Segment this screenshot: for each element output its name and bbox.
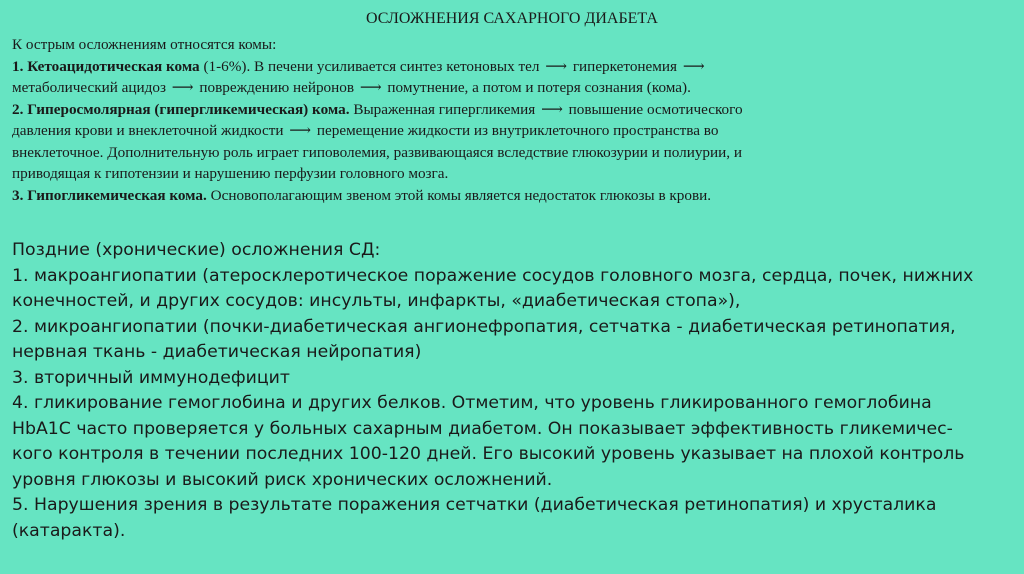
item2-line1 [12, 99, 1012, 121]
chronic-line: нервная ткань - диабетическая нейропатия) [12, 342, 422, 362]
item3-text: Основополагающим звеном этой комы является недостаток глюкозы в крови. [206, 186, 712, 204]
chronic-line: (катаракта). [12, 520, 126, 541]
arrow-icon: ⟶ [171, 79, 194, 96]
item2-line2 [12, 120, 1012, 142]
item1-line1 [12, 56, 1012, 78]
item3-heading: 3. Гипогликемическая кома. [12, 186, 207, 204]
item2-text-c: давления крови и внеклеточной жидкости [12, 122, 284, 139]
item2-heading: 2. Гиперосмолярная (гипергликемическая) кома. [12, 100, 350, 118]
arrow-icon: ⟶ [289, 122, 312, 139]
arrow-icon: ⟶ [359, 79, 382, 96]
chronic-line: кого контроля в течении последних 100-120 дней. Его высокий уровень указывает на плохой контроль [12, 444, 965, 464]
chronic-line: 3. вторичный иммунодефицит [12, 367, 290, 388]
item1-text-a: (1-6%). В печени усиливается синтез кетоновых тел [199, 57, 540, 75]
item1-line2 [12, 77, 1012, 99]
item3-line [12, 185, 1012, 207]
acute-intro: К острым осложнениям относятся комы: [12, 36, 277, 53]
acute-complications [12, 34, 1012, 206]
chronic-line: 1. макроангиопатии (атеросклеротическое поражение сосудов головного мозга, сердца, почек, нижних [12, 265, 974, 286]
chronic-complications [12, 238, 1016, 544]
chronic-line: 4. гликирование гемоглобина и других белков. Отметим, что уровень гликированного гемоглобина [12, 393, 932, 413]
item2-text-a: Выраженная гипергликемия [349, 100, 536, 118]
item2-text-b: повышение осмотического [568, 100, 743, 118]
item1-text-c: метаболический ацидоз [12, 79, 166, 96]
arrow-icon: ⟶ [545, 57, 568, 75]
arrow-icon: ⟶ [682, 57, 705, 75]
item2-line4: приводящая к гипотензии и нарушению перфузии головного мозга. [12, 165, 449, 182]
arrow-icon: ⟶ [541, 100, 563, 118]
item1-text-d: повреждению нейронов [199, 79, 355, 96]
item1-heading: 1. Кетоацидотическая кома [12, 57, 200, 75]
item1-text-e: помутнение, а потом и потеря сознания (кома). [387, 79, 691, 96]
slide-title: ОСЛОЖНЕНИЯ САХАРНОГО ДИАБЕТА [366, 10, 658, 27]
chronic-line: конечностей, и других сосудов: инсульты, инфаркты, «диабетическая стопа»), [12, 291, 741, 311]
chronic-line: уровня глюкозы и высокий риск хронических осложнений. [12, 469, 553, 490]
item2-text-d: перемещение жидкости из внутриклеточного пространства во [316, 122, 719, 139]
item1-text-b: гиперкетонемия [572, 57, 678, 75]
chronic-line: HbA1C часто проверяется у больных сахарным диабетом. Он показывает эффективность гликемичес- [12, 418, 953, 439]
chronic-line: 2. микроангиопатии (почки-диабетическая ангионефропатия, сетчатка - диабетическая ретинопатия, [12, 316, 956, 337]
chronic-heading: Поздние (хронические) осложнения СД: [12, 240, 381, 260]
chronic-line: 5. Нарушения зрения в результате поражения сетчатки (диабетическая ретинопатия) и хрусталика [12, 495, 937, 515]
item2-line3: внеклеточное. Дополнительную роль играет гиповолемия, развивающаяся вследствие глюкозурии и полиурии, и [12, 143, 742, 161]
